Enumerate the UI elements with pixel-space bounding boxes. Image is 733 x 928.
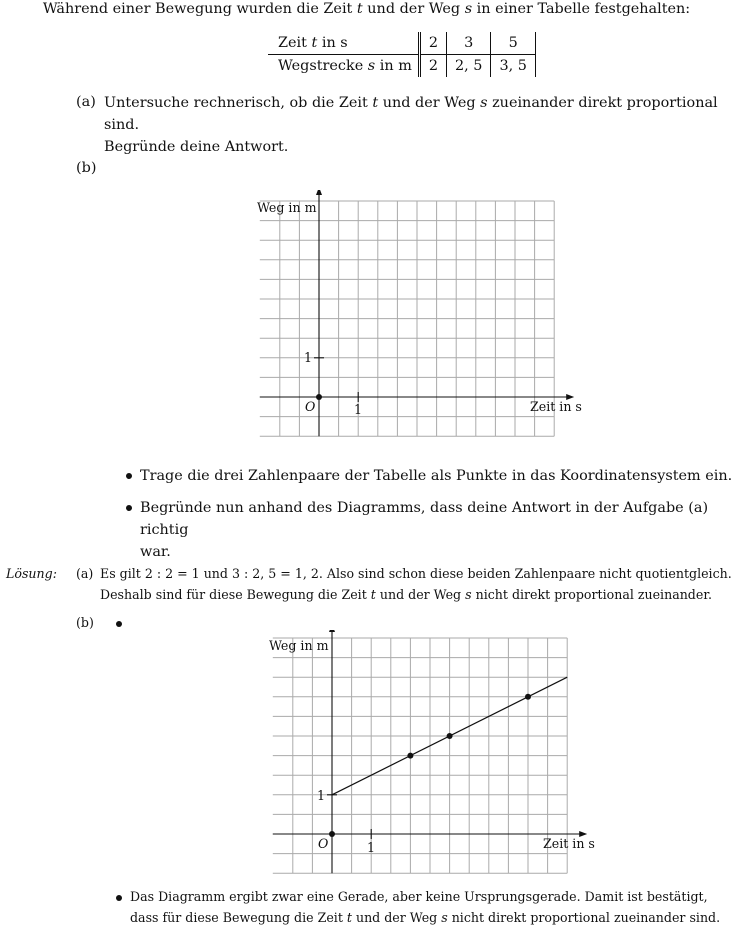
origin-label: O bbox=[318, 836, 329, 851]
bullet-dot bbox=[116, 621, 122, 627]
table-header-distance: Wegstrecke s in m bbox=[268, 55, 419, 78]
solution-b-label: (b) bbox=[76, 615, 94, 630]
task-b-bullet-2: Begründe nun anhand des Diagramms, dass deine Antwort in der Aufgabe (a) richtig war. bbox=[140, 500, 709, 560]
data-point bbox=[447, 733, 453, 739]
table-row-time bbox=[268, 32, 535, 55]
y-tick-label: 1 bbox=[317, 788, 326, 803]
x-axis-label: Zeit in s bbox=[543, 836, 595, 851]
x-axis-label: Zeit in s bbox=[530, 399, 582, 414]
table-cell: 2 bbox=[419, 32, 446, 55]
task-b-label: (b) bbox=[76, 160, 97, 176]
table-cell: 5 bbox=[491, 32, 535, 55]
data-point bbox=[316, 394, 322, 400]
task-b-bullet-1: Trage die drei Zahlenpaare der Tabelle als Punkte in das Koordinatensystem ein. bbox=[140, 468, 733, 484]
table-cell: 2 bbox=[419, 55, 446, 78]
y-axis-label: Weg in m bbox=[269, 638, 329, 653]
table-row-distance bbox=[268, 55, 535, 78]
x-tick-label: 1 bbox=[354, 402, 363, 417]
table-cell: 3 bbox=[447, 32, 491, 55]
solution-b-text: Das Diagramm ergibt zwar eine Gerade, aber keine Ursprungsgerade. Damit ist bestätigt, dass für diese Bewegung die Zeit t und der Weg s nicht direkt proportional zueinander sind. bbox=[130, 889, 721, 925]
origin-label: O bbox=[305, 399, 316, 414]
y-axis-arrow bbox=[329, 630, 335, 632]
y-axis-label: Weg in m bbox=[257, 200, 317, 215]
bullet-dot bbox=[126, 505, 132, 511]
table-cell: 2, 5 bbox=[447, 55, 491, 78]
solution-coordinate-system bbox=[262, 630, 602, 882]
y-tick-label: 1 bbox=[304, 350, 313, 365]
table-header-time: Zeit t in s bbox=[268, 32, 419, 55]
data-point bbox=[329, 831, 335, 837]
intro-text: Während einer Bewegung wurden die Zeit t und der Weg s in einer Tabelle festgehalten: bbox=[42, 1, 691, 17]
solution-label: Lösung: bbox=[6, 566, 57, 581]
solution-a-text: Es gilt 2 : 2 = 1 und 3 : 2, 5 = 1, 2. Also sind schon diese beiden Zahlenpaare nicht quotientgleich. Deshalb sind für diese Bewegung die Zeit t und der Weg s nicht direkt proportional zueinander. bbox=[100, 566, 732, 602]
solution-a-label: (a) bbox=[76, 566, 94, 581]
x-tick-label: 1 bbox=[367, 840, 376, 855]
task-a-text: Untersuche rechnerisch, ob die Zeit t und der Weg s zueinander direkt proportional sind. Begründe deine Antwort. bbox=[104, 95, 718, 155]
table-cell: 3, 5 bbox=[491, 55, 535, 78]
data-point bbox=[525, 694, 531, 700]
y-axis-arrow bbox=[316, 190, 322, 195]
empty-coordinate-system bbox=[250, 190, 590, 442]
data-point bbox=[407, 753, 413, 759]
task-a-label: (a) bbox=[76, 94, 96, 110]
bullet-dot bbox=[116, 895, 122, 901]
bullet-dot bbox=[126, 473, 132, 479]
value-table bbox=[268, 32, 536, 77]
